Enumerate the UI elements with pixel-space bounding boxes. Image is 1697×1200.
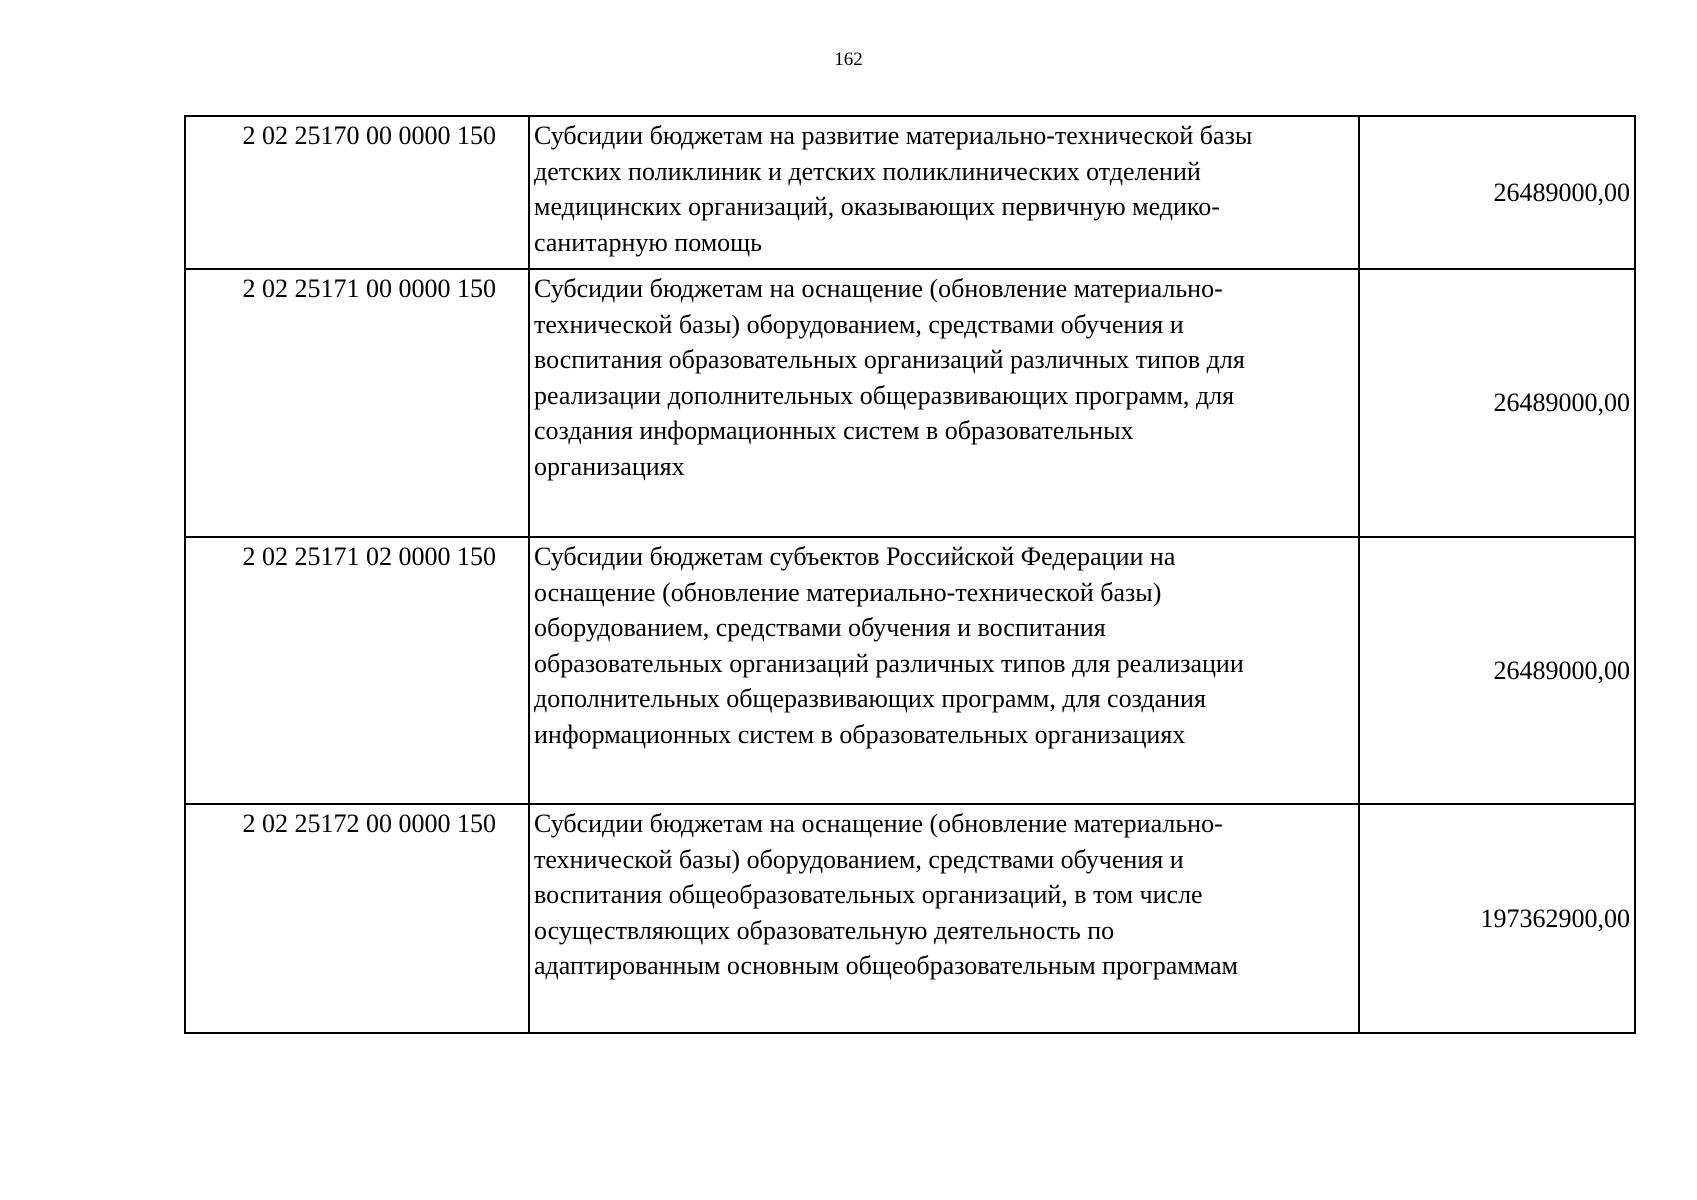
description-cell [529,804,1359,1033]
amount: 26489000,00 [1359,269,1635,537]
description-line: Субсидии бюджетам субъектов Российской Федерации на [534,542,1176,571]
description-line: технической базы) оборудованием, средствами обучения и [534,844,1184,874]
description-line: технической базы) оборудованием, средствами обучения и [534,309,1184,339]
description-line: создания информационных систем в образовательных [534,416,1134,445]
description-line: медицинских организаций, оказывающих первичную медико- [534,192,1220,221]
amount: 197362900,00 [1359,804,1635,1033]
table-row [185,537,1635,804]
budget-code: 2 02 25171 02 0000 150 [185,537,529,804]
description-line: оснащение (обновление материально-технической базы) [534,577,1162,607]
budget-code: 2 02 25172 00 0000 150 [185,804,529,1033]
table-row [185,116,1635,269]
description-line: санитарную помощь [534,227,763,257]
description-line: оборудованием, средствами обучения и воспитания [534,613,1106,642]
description-line: Субсидии бюджетам на развитие материально-технической базы [534,121,1253,150]
budget-code: 2 02 25170 00 0000 150 [185,116,529,269]
description-line: дополнительных общеразвивающих программ, для создания [534,684,1206,713]
description-cell [529,116,1359,269]
page-number: 162 [834,49,863,70]
description-line: адаптированным основным общеобразовательным программам [534,951,1238,980]
description-line: детских поликлиник и детских поликлинических отделений [534,156,1201,186]
amount: 26489000,00 [1359,537,1635,804]
budget-table [184,115,1636,1034]
table-row [185,804,1635,1033]
description-cell [529,269,1359,537]
description-line: реализации дополнительных общеразвивающих программ, для [534,380,1235,410]
description-line: воспитания образовательных организаций различных типов для [534,345,1245,374]
budget-code: 2 02 25171 00 0000 150 [185,269,529,537]
description-line: образовательных организаций различных типов для реализации [534,648,1244,678]
table-row [185,269,1635,537]
description-line: осуществляющих образовательную деятельность по [534,915,1115,945]
description-line: Субсидии бюджетам на оснащение (обновление материально- [534,274,1223,303]
description-line: информационных систем в образовательных организациях [534,719,1186,749]
description-line: Субсидии бюджетам на оснащение (обновление материально- [534,809,1223,838]
description-line: воспитания общеобразовательных организаций, в том числе [534,880,1203,909]
description-cell [529,537,1359,804]
amount: 26489000,00 [1359,116,1635,269]
description-line: организациях [534,451,685,481]
